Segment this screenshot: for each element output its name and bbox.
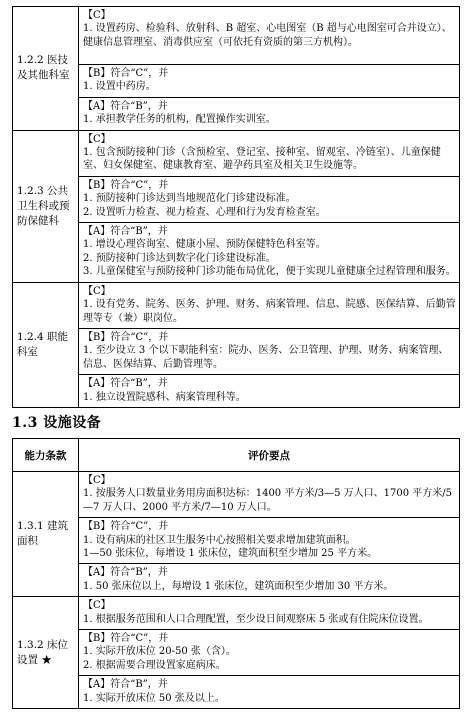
level-tag: 【C】 [83, 475, 111, 486]
criteria-text: 1. 预防接种门诊达到当地规范化门诊建设标准。 [83, 193, 296, 205]
table-row [13, 328, 460, 374]
level-tag: 【B】符合“C”，并 [83, 331, 169, 343]
facility-table-1 [12, 6, 460, 408]
level-tag: 【A】符合“B”，并 [83, 378, 168, 390]
level-tag: 【B】符合“C”，并 [83, 521, 169, 533]
criteria-text: 1. 实际开放床位 20-50 张（含）。 [83, 646, 236, 658]
criteria-cell-a [79, 223, 460, 283]
criteria-cell-c [79, 282, 460, 328]
table-row [13, 97, 460, 130]
criteria-text: 1. 设置药房、检验科、放射科、B 超室、心电图室（B 超与心电图室可合并设立）、健康信息管理室、消毒供应室（可依托有资质的第三方机构）。 [83, 23, 452, 48]
table-row [13, 65, 460, 98]
clause-label: 1.2.3 公共卫生科或预防保健科 [13, 130, 79, 282]
clause-label: 1.3.2 床位设置 ★ [13, 597, 79, 709]
facility-table-2 [12, 438, 460, 709]
criteria-cell-c [79, 130, 460, 176]
criteria-cell-c [79, 597, 460, 630]
level-tag: 【C】 [83, 133, 111, 145]
level-tag: 【C】 [83, 285, 111, 297]
criteria-text: 1. 按服务人口数量业务用房面积达标：1400 平方米/3—5 万人口、1700 平方米/5—7 万人口、2000 平方米/7—10 万人口。 [83, 488, 452, 513]
column-header-clause: 能力条款 [13, 439, 79, 472]
level-tag: 【A】符合“B”，并 [83, 100, 168, 112]
criteria-text: 1. 至少设立 3 个以下职能科室：院办、医务、公卫管理、护理、财务、病案管理、信息、医保结算、后勤管理等。 [83, 345, 449, 370]
criteria-text: 3. 儿童保健室与预防接种门诊功能布局优化，便于实现儿童健康全过程管理和服务。 [83, 266, 456, 278]
clause-label: 1.3.1 建筑面积 [13, 472, 79, 597]
criteria-cell-b [79, 65, 460, 98]
section-title: 1.3 设施设备 [12, 415, 102, 431]
criteria-text: 1. 增设心理咨询室、健康小屋、预防保健特色科室等。 [83, 239, 326, 251]
level-tag: 【B】符合“C”，并 [83, 68, 169, 79]
level-tag: 【B】符合“C”，并 [83, 633, 169, 645]
criteria-cell-a [79, 375, 460, 408]
table-row [13, 223, 460, 283]
criteria-cell-a [79, 97, 460, 130]
table-row [13, 518, 460, 564]
criteria-text: 1. 设置中药房。 [83, 81, 156, 93]
criteria-text: 1. 根据服务范围和人口合理配置，至少设日间观察床 5 张或有住院床位设置。 [83, 613, 429, 625]
criteria-text: 2. 设置听力检查、视力检查、心理和行为发育检查室。 [83, 206, 326, 218]
table-row [13, 676, 460, 709]
criteria-text: 1. 承担教学任务的机构，配置操作实训室。 [83, 114, 276, 126]
criteria-text: 1. 50 张床位以上，每增设 1 张床位，建筑面积至少增加 30 平方米。 [83, 580, 394, 592]
table-row [13, 7, 460, 65]
criteria-text: 1. 设有病床的社区卫生服务中心按照相关要求增加建筑面积。 [83, 534, 356, 546]
table-row [13, 472, 460, 518]
criteria-cell-b [79, 328, 460, 374]
table-row [13, 176, 460, 222]
table-row [13, 282, 460, 328]
criteria-cell-a [79, 676, 460, 709]
level-tag: 【A】符合“B”，并 [83, 226, 168, 238]
table-header-row [13, 439, 460, 472]
criteria-cell-a [79, 564, 460, 597]
level-tag: 【A】符合“B”，并 [83, 567, 168, 579]
level-tag: 【C】 [83, 10, 111, 21]
criteria-cell-c [79, 472, 460, 518]
clause-label: 1.2.2 医技及其他科室 [13, 7, 79, 131]
column-header-criteria: 评价要点 [79, 439, 460, 472]
level-tag: 【B】符合“C”，并 [83, 179, 169, 191]
table-row [13, 630, 460, 676]
criteria-text: 1. 包含预防接种门诊（含预检室、登记室、接种室、留观室、冷链室）、儿童保健室、妇女保健室、健康教育室、避孕药具室及相关卫生设施等。 [83, 147, 441, 172]
criteria-cell-c [79, 7, 460, 65]
criteria-cell-b [79, 518, 460, 564]
table-row [13, 564, 460, 597]
criteria-cell-b [79, 176, 460, 222]
level-tag: 【C】 [83, 600, 111, 612]
clause-label: 1.2.4 职能科室 [13, 282, 79, 407]
criteria-text: 2. 根据需要合理设置家庭病床。 [83, 659, 226, 671]
criteria-text: 1—50 张床位，每增设 1 张床位，建筑面积至少增加 25 平方米。 [83, 548, 378, 560]
level-tag: 【A】符合“B”，并 [83, 679, 168, 691]
criteria-text: 1. 设有党务、院务、医务、护理、财务、病案管理、信息、院感、医保结算、后勤管理等专（兼）职岗位。 [83, 299, 456, 324]
criteria-text: 1. 独立设置院感科、病案管理科等。 [83, 391, 246, 403]
table-row [13, 375, 460, 408]
criteria-text: 1. 实际开放床位 50 张及以上。 [83, 692, 225, 704]
table-row [13, 130, 460, 176]
criteria-text: 2. 预防接种门诊达到数字化门诊建设标准。 [83, 252, 276, 264]
table-row [13, 597, 460, 630]
criteria-cell-b [79, 630, 460, 676]
